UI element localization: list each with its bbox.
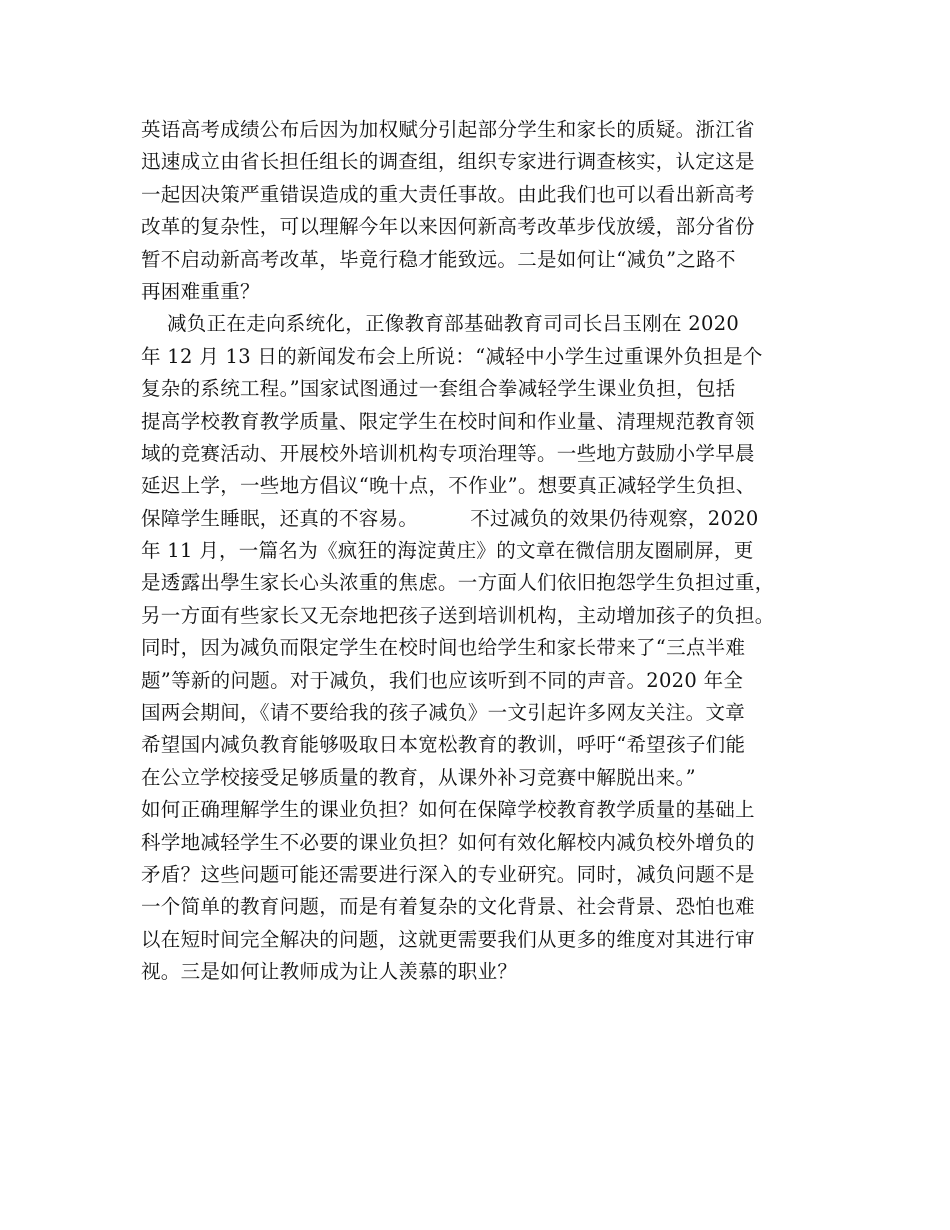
text-line: 年 11 月，一篇名为《疯狂的海淀黄庄》的文章在微信朋友圈刷屏，更 [141, 539, 754, 563]
text-line: 迅速成立由省长担任组长的调查组，组织专家进行调查核实，认定这是 [141, 150, 755, 174]
text-line: 以在短时间完全解决的问题，这就更需要我们从更多的维度对其进行审 [141, 927, 755, 951]
text-line: 题”等新的问题。对于减负，我们也应该听到不同的声音。2020 年全 [141, 668, 744, 692]
text-line: 在公立学校接受足够质量的教育，从课外补习竞赛中解脱出来。” [141, 765, 696, 789]
text-line: 如何正确理解学生的课业负担？如何在保障学校教育教学质量的基础上 [141, 798, 755, 822]
text-line: 另一方面有些家长又无奈地把孩子送到培训机构，主动增加孩子的负担。 [141, 603, 775, 627]
text-line: 提高学校教育教学质量、限定学生在校时间和作业量、清理规范教育领 [141, 409, 755, 433]
text-line: 再困难重重？ [141, 279, 260, 303]
text-line: 减负正在走向系统化，正像教育部基础教育司司长吕玉刚在 2020 [141, 312, 740, 336]
text-line: 域的竞赛活动、开展校外培训机构专项治理等。一些地方鼓励小学早晨 [141, 441, 755, 465]
text-line: 国两会期间，《请不要给我的孩子减负》一文引起许多网友关注。文章 [141, 701, 746, 725]
text-line: 暂不启动新高考改革，毕竟行稳才能致远。二是如何让“减负”之路不 [141, 247, 736, 271]
text-line: 复杂的系统工程。”国家试图通过一套组合拳减轻学生课业负担，包括 [141, 377, 736, 401]
text-line: 一个简单的教育问题，而是有着复杂的文化背景、社会背景、恐怕也难 [141, 895, 755, 919]
text-line: 是透露出學生家长心头浓重的焦虑。一方面人们依旧抱怨学生负担过重， [141, 571, 775, 595]
text-line: 同时，因为减负而限定学生在校时间也给学生和家长带来了“三点半难 [141, 636, 746, 660]
text-line: 英语高考成绩公布后因为加权赋分引起部分学生和家长的质疑。浙江省 [141, 118, 755, 141]
text-line: 矛盾？这些问题可能还需要进行深入的专业研究。同时，减负问题不是 [141, 862, 755, 886]
text-line: 一起因决策严重错误造成的重大责任事故。由此我们也可以看出新高考 [141, 182, 755, 206]
text-line: 改革的复杂性，可以理解今年以来因何新高考改革步伐放缓，部分省份 [141, 215, 755, 239]
text-line: 科学地减轻学生不必要的课业负担？如何有效化解校内减负校外增负的 [141, 830, 755, 854]
text-line: 视。三是如何让教师成为让人羡慕的职业？ [141, 960, 518, 984]
text-line: 保障学生睡眠，还真的不容易。 不过减负的效果仍待观察，2020 [141, 506, 759, 530]
text-line: 年 12 月 13 日的新闻发布会上所说：“减轻中小学生过重课外负担是个 [141, 344, 763, 368]
text-line: 希望国内减负教育能够吸取日本宽松教育的教训，呼吁“希望孩子们能 [141, 733, 746, 757]
body-text [141, 114, 821, 989]
text-line: 延迟上学，一些地方倡议“晚十点，不作业”。想要真正减轻学生负担、 [141, 474, 756, 498]
